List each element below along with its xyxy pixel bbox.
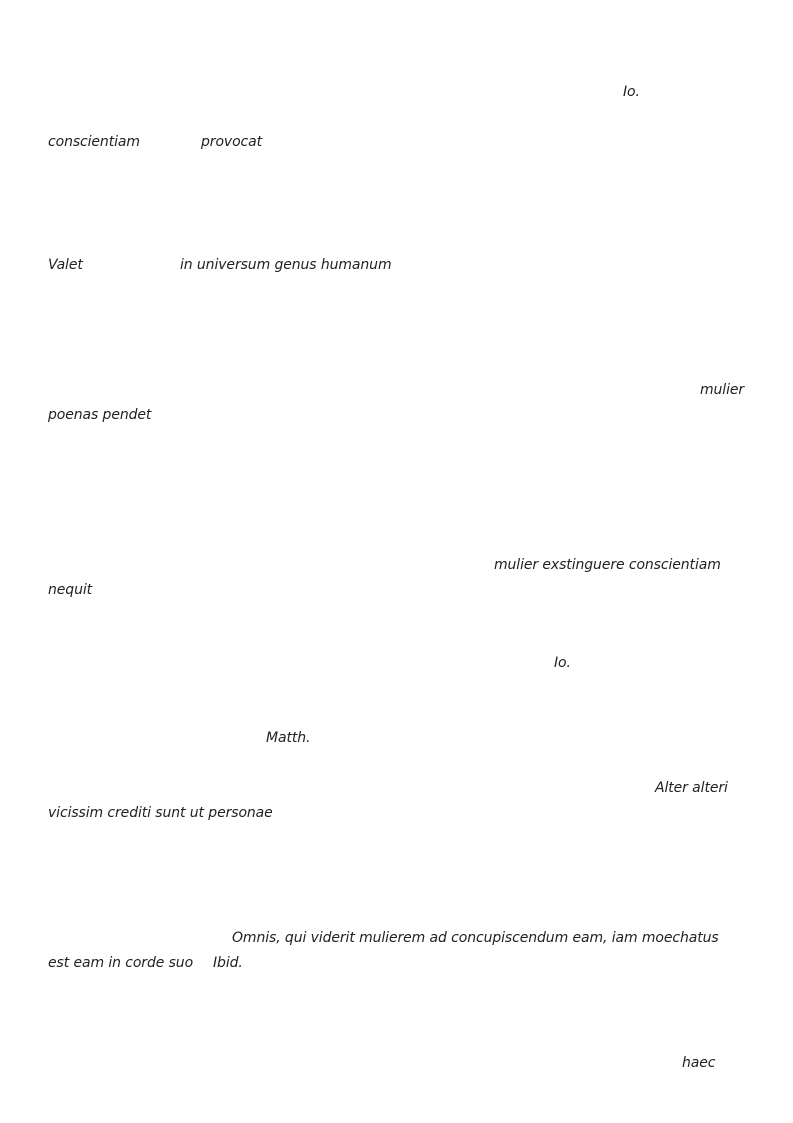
text-mulier-exstinguere: mulier exstinguere conscientiam [494,557,721,573]
text-alter-alteri: Alter alteri [655,780,728,796]
citation-matth: Matth. [266,730,311,746]
text-in-universum: in universum genus humanum [180,257,392,273]
text-provocat: provocat [201,134,263,150]
text-vicissim: vicissim crediti sunt ut personae [48,805,273,821]
text-mulier-1: mulier [700,382,745,398]
quote-est-eam: est eam in corde suo [48,955,194,971]
text-valet: Valet [48,257,83,273]
text-nequit: nequit [48,582,93,598]
text-conscientiam: conscientiam [48,134,140,150]
text-haec: haec [682,1055,716,1071]
quote-omnis: Omnis, qui viderit mulierem ad concupiscendum eam, iam moechatus [232,930,719,946]
citation-ibid: Ibid. [213,955,243,971]
text-poenas-pendet: poenas pendet [48,407,152,423]
citation-io-2: Io. [554,655,571,671]
citation-io-1: Io. [623,84,640,100]
